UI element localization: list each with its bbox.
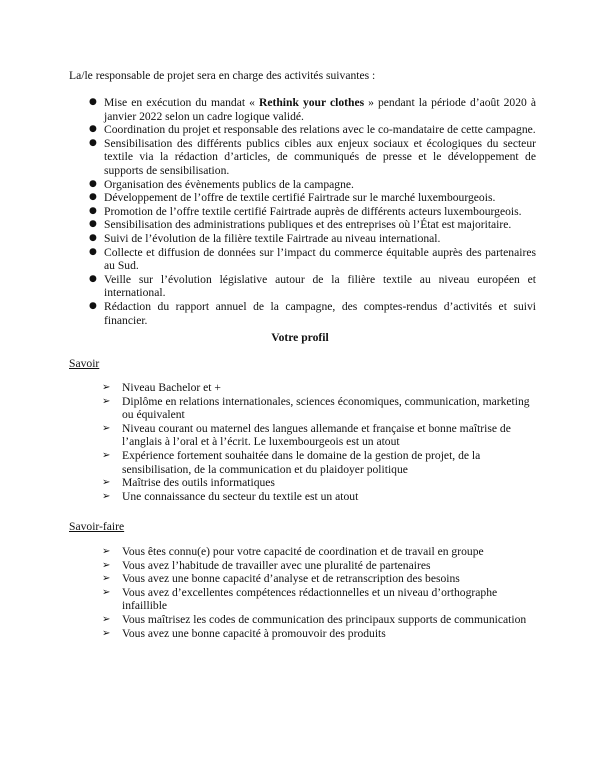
savoir-faire-list <box>102 545 538 640</box>
list-item <box>69 246 536 273</box>
profile-heading: Votre profil <box>271 331 329 344</box>
arrowhead-bullet-icon: ➢ <box>102 477 111 489</box>
campaign-name: Rethink your clothes <box>258 96 365 109</box>
savoir-item-text: Diplôme en relations internationales, sciences économiques, communication, marketing ou équivalent <box>122 394 530 422</box>
arrowhead-bullet-icon: ➢ <box>102 586 111 598</box>
activity-text: Coordination du projet et responsable des relations avec le co-mandataire de cette campagne. <box>104 123 536 137</box>
bullet-dot-icon: ● <box>89 124 97 135</box>
mandate-text-before: Mise en exécution du mandat « <box>104 96 259 109</box>
list-item <box>69 178 536 192</box>
bullet-dot-icon: ● <box>89 205 97 216</box>
list-item <box>102 395 538 422</box>
arrowhead-bullet-icon: ➢ <box>102 613 111 625</box>
arrowhead-bullet-icon: ➢ <box>102 490 111 502</box>
list-item <box>102 381 538 395</box>
list-item <box>102 490 538 504</box>
arrowhead-bullet-icon: ➢ <box>102 422 111 434</box>
arrowhead-bullet-icon: ➢ <box>102 559 111 571</box>
list-item <box>102 586 538 613</box>
bullet-dot-icon: ● <box>89 97 97 107</box>
savoir-item-text: Expérience fortement souhaitée dans le domaine de la gestion de projet, de la sensibilisation, de la communication et du plaidoyer politique <box>122 448 481 476</box>
list-item <box>69 137 536 178</box>
bullet-dot-icon: ● <box>89 192 97 203</box>
activity-text: Suivi de l’évolution de la filière textile Fairtrade au niveau international. <box>104 231 441 245</box>
list-item <box>102 613 538 627</box>
savoir-item-text: Niveau Bachelor et + <box>122 381 221 394</box>
savoir-item-text: Niveau courant ou maternel des langues allemande et française et bonne maîtrise de l’anglais à l’oral et à l’écrit. Le luxembourgeois est un atout <box>122 421 511 449</box>
list-item <box>102 559 538 573</box>
activities-list <box>69 96 536 327</box>
mandate-text-after: » pendant la période d’août 2020 à janvier 2022 selon un cadre logique validé. <box>104 96 536 123</box>
activity-text: Organisation des évènements publics de la campagne. <box>104 177 354 191</box>
bullet-dot-icon: ● <box>89 273 97 284</box>
activity-text: Sensibilisation des différents publics cibles aux enjeux sociaux et écologiques du secteur textile via la rédaction d’articles, de communiqués de presse et le développement de supports de sensibilisation. <box>104 136 536 177</box>
activity-text: Rédaction du rapport annuel de la campagne, des comptes-rendus d’activités et suivi financier. <box>104 299 536 327</box>
savoir-faire-item-text: Vous avez une bonne capacité à promouvoir des produits <box>122 626 386 640</box>
arrowhead-bullet-icon: ➢ <box>102 382 111 393</box>
activity-text: Veille sur l’évolution législative autour de la filière textile au niveau européen et international. <box>104 272 536 300</box>
list-item <box>102 627 538 641</box>
list-item <box>69 232 536 246</box>
list-item <box>102 545 538 559</box>
list-item <box>69 300 536 327</box>
list-item <box>102 572 538 586</box>
savoir-list <box>102 381 538 503</box>
list-item <box>69 218 536 232</box>
arrowhead-bullet-icon: ➢ <box>102 627 111 639</box>
list-item <box>69 205 536 219</box>
savoir-item-text: Une connaissance du secteur du textile est un atout <box>122 489 359 503</box>
activity-text: Sensibilisation des administrations publiques et des entreprises où l’État est majoritaire. <box>104 218 512 232</box>
intro-text: La/le responsable de projet sera en charge des activités suivantes : <box>69 69 376 82</box>
list-item <box>102 476 538 490</box>
bullet-dot-icon: ● <box>89 300 97 311</box>
arrowhead-bullet-icon: ➢ <box>102 546 111 557</box>
list-item <box>69 96 536 123</box>
bullet-dot-icon: ● <box>89 232 97 243</box>
savoir-item-text: Maîtrise des outils informatiques <box>122 476 275 490</box>
activity-text: Développement de l’offre de textile certifié Fairtrade sur le marché luxembourgeois. <box>104 191 496 205</box>
savoir-faire-item-text: Vous maîtrisez les codes de communication des principaux supports de communication <box>122 612 527 626</box>
savoir-faire-item-text: Vous êtes connu(e) pour votre capacité de coordination et de travail en groupe <box>122 545 484 558</box>
arrowhead-bullet-icon: ➢ <box>102 395 111 407</box>
list-item <box>69 123 536 137</box>
arrowhead-bullet-icon: ➢ <box>102 449 111 461</box>
savoir-heading: Savoir <box>69 357 100 370</box>
savoir-faire-heading: Savoir-faire <box>69 520 125 533</box>
savoir-faire-item-text: Vous avez l’habitude de travailler avec une pluralité de partenaires <box>122 558 431 572</box>
list-item <box>69 191 536 205</box>
list-item <box>102 422 538 449</box>
arrowhead-bullet-icon: ➢ <box>102 573 111 585</box>
savoir-faire-item-text: Vous avez d’excellentes compétences rédactionnelles et un niveau d’orthographe infaillible <box>122 585 498 613</box>
bullet-dot-icon: ● <box>89 137 97 148</box>
list-item <box>102 449 538 476</box>
activity-text: Collecte et diffusion de données sur l’impact du commerce équitable auprès des partenaires au Sud. <box>104 245 536 273</box>
bullet-dot-icon: ● <box>89 178 97 189</box>
bullet-dot-icon: ● <box>89 219 97 230</box>
savoir-faire-item-text: Vous avez une bonne capacité d’analyse et de retranscription des besoins <box>122 572 460 586</box>
activity-text: Promotion de l’offre textile certifié Fairtrade auprès de différents acteurs luxembourgeois. <box>104 204 522 218</box>
bullet-dot-icon: ● <box>89 246 97 257</box>
list-item <box>69 273 536 300</box>
